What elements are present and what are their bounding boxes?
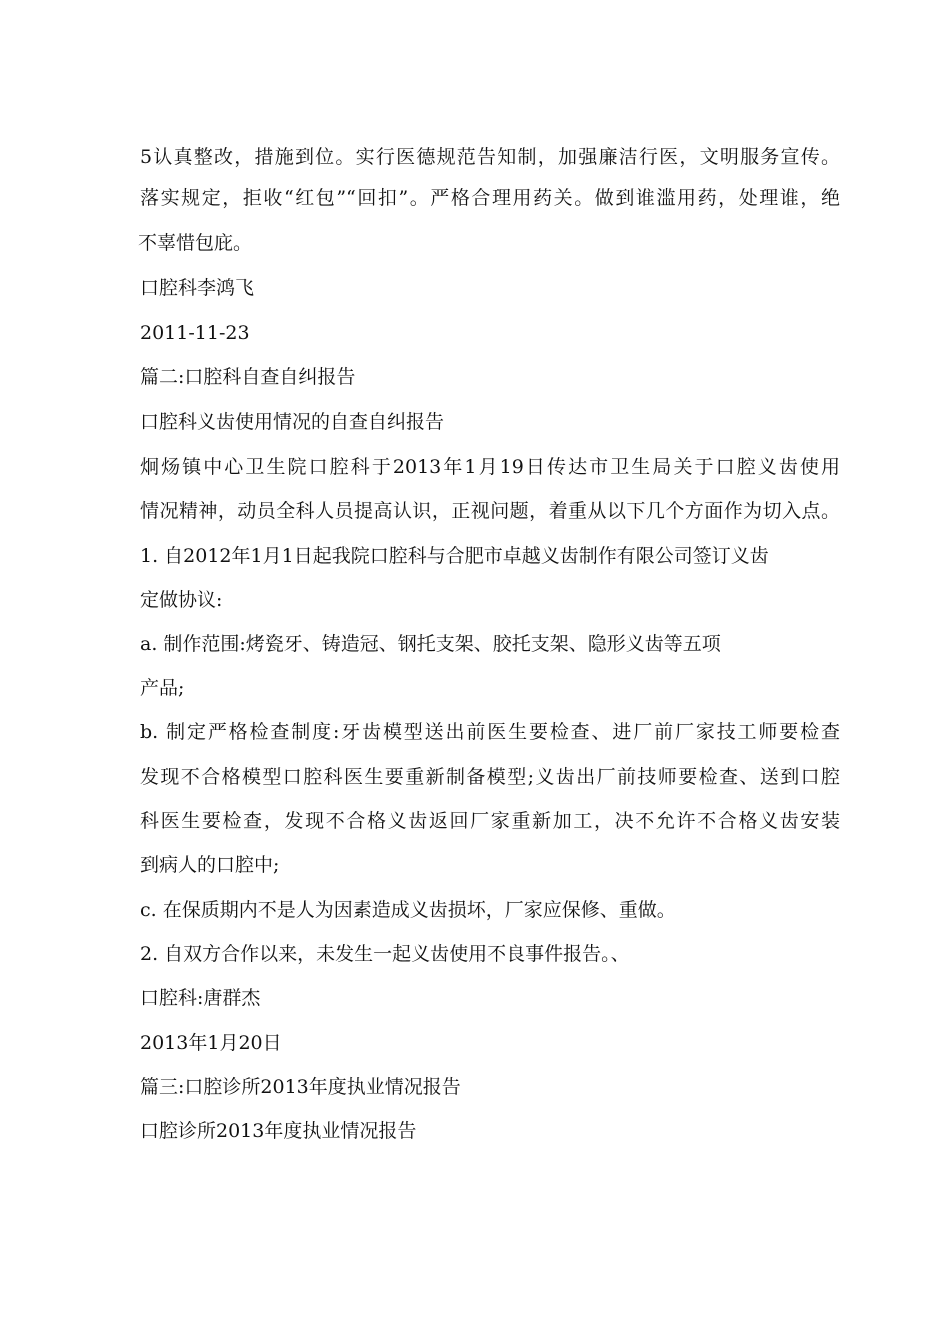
author-line: 口腔科:唐群杰 — [140, 987, 261, 1009]
list-item-line: b. 制定严格检查制度:牙齿模型送出前医生要检查、进厂前厂家技工师要检查 — [140, 721, 840, 743]
section-heading: 篇二:口腔科自查自纠报告 — [140, 366, 356, 388]
author-line: 口腔科李鸿飞 — [140, 277, 255, 299]
paragraph-line: 落实规定，拒收“红包”“回扣”。严格合理用药关。做到谁滥用药，处理谁，绝 — [140, 187, 840, 209]
report-title: 口腔诊所2013年度执业情况报告 — [140, 1120, 417, 1142]
date-line: 2013年1月20日 — [140, 1032, 282, 1054]
report-title: 口腔科义齿使用情况的自查自纠报告 — [140, 411, 445, 433]
section-heading: 篇三:口腔诊所2013年度执业情况报告 — [140, 1076, 461, 1098]
list-item-line: 定做协议: — [140, 589, 223, 611]
list-item-line: c. 在保质期内不是人为因素造成义齿损坏，厂家应保修、重做。 — [140, 899, 676, 921]
list-item-line: 发现不合格模型口腔科医生要重新制备模型;义齿出厂前技师要检查、送到口腔 — [140, 766, 840, 788]
paragraph-line: 5认真整改，措施到位。实行医德规范告知制，加强廉洁行医，文明服务宣传。 — [140, 146, 840, 168]
list-item-line: 到病人的口腔中; — [140, 854, 280, 876]
date-line: 2011-11-23 — [140, 322, 250, 344]
paragraph-line: 不辜惜包庇。 — [138, 232, 253, 254]
paragraph-line: 炯炀镇中心卫生院口腔科于2013年1月19日传达市卫生局关于口腔义齿使用 — [140, 456, 840, 478]
list-item-line: 科医生要检查，发现不合格义齿返回厂家重新加工，决不允许不合格义齿安装 — [140, 810, 840, 832]
list-item-line: 1. 自2012年1月1日起我院口腔科与合肥市卓越义齿制作有限公司签订义齿 — [140, 545, 769, 567]
list-item-line: 产品; — [140, 677, 185, 699]
list-item-line: 2. 自双方合作以来，未发生一起义齿使用不良事件报告。、 — [140, 943, 630, 965]
paragraph-line: 情况精神，动员全科人员提高认识，正视问题，着重从以下几个方面作为切入点。 — [140, 500, 840, 522]
list-item-line: a. 制作范围:烤瓷牙、铸造冠、钢托支架、胶托支架、隐形义齿等五项 — [140, 633, 721, 655]
